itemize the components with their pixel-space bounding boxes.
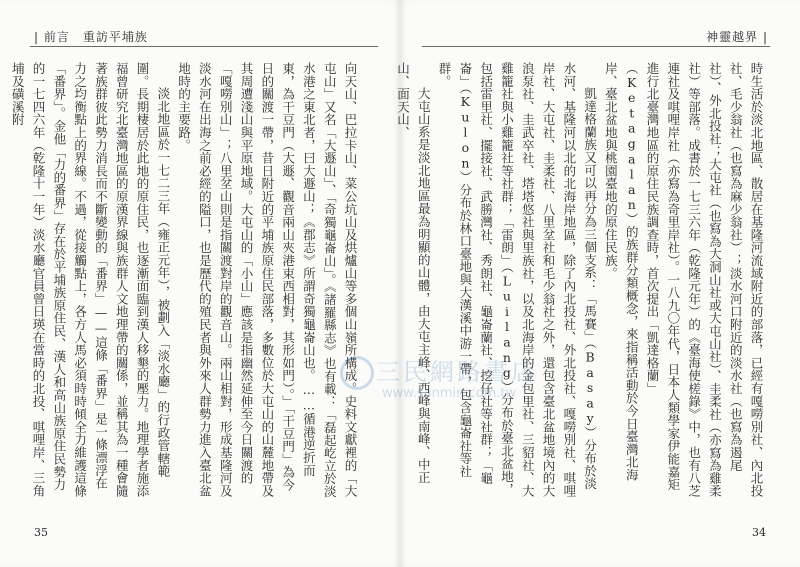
left-running-header: | 前言 重訪平埔族: [34, 30, 148, 44]
left-header-rule: [30, 46, 378, 47]
right-paragraph-3: 大屯山系是淡北地區最為明顯的山體，由大屯主峰、西峰與南峰、中正山、面天山、: [395, 62, 432, 484]
right-page-number: 34: [752, 526, 766, 539]
left-page-number: 35: [34, 526, 48, 539]
right-paragraph-1: 時生活於淡北地區、散居在基隆河流域附近的部落，已經有嘎嘮別社、內北投社、毛少翁社（也寫為麻少翁社）；淡水河口附近的淡水社（也寫為遏尾社）、外北投社；大屯社（也寫為大洞山社或大屯山社）、圭柔社（亦寫為雞柔社）等部落。成書於一七三六年（乾隆元年）的《臺海使槎錄》中，也有八芝連社及唭哩岸社（亦寫為奇里岸社）。一八九〇年代，日本人類學家伊能嘉矩進行北臺灣地區的原住民族調查時，首次提出「凱達格蘭」（Ketagalan）的族群分類概念，來指稱活動於今日臺灣北海岸、臺北盆地與桃園臺地的原住民族。: [603, 62, 764, 498]
left-paragraph-1: 向天山、巴拉卡山、菜公坑山及烘爐山等多個山嶺所構成。史料文獻裡的「大屯山」又名「大遯山」、「奇獨龜崙山」。《諸羅縣志》也有載：「磊起屹立於淡水港之東北者，曰大遯山；《郡志》所謂奇獨龜崙山也。……循港逆折而東，為干豆門（大遯、觀音兩山夾港束西相對，其形如門）。」「干豆門」為今日的關渡一帶，昔日附近的平埔族原住民部落，多數位於大屯山的山麓地帶及其周遭淺山與平原地域。大屯山的「小山」應該是指幽然延伸至今日關渡的「嘎嘮別山」；八里坌山則是指關渡對岸的觀音山。兩山相對，形成基隆河及淡水河在出海之前必經的隘口，也是歷代的殖民者與外來人群勢力進入臺北盆地時的主要路。: [176, 62, 358, 498]
watermark-url: www.sanmin.com.tw: [382, 386, 517, 401]
watermark-title: 三民網路書店: [376, 358, 538, 386]
left-paragraph-2: 淡北地區於一七二三年（雍正元年），被劃入「淡水廳」的行政管轄範圍。長期棲居於此地的原住民，也逐漸面臨到漢人移墾的壓力。地理學者施添福曾研究北臺灣地區的原漢界線與族群人文地理帶的關係，並稱其為一種會隨著族群彼此勢力消長而不斷變動的「番界」——這條「番界」是一條漂浮在力之均衡點上的界線。不過，從接觸點上，各方人馬必須時時傾全力維護這條「番界」。金他「力的番界」存在於平埔族原住民、漢人和高山族原住民勢力的一七四六年（乾隆十一年）淡水廳官員曾日瑛在當時的北投、唭哩岸、三角埔及磺溪附: [10, 62, 171, 498]
right-paragraph-2: 凱達格蘭族又可以再分為三個支系：「馬賽」（Basay）分布於淡水河、基隆河以北的北海岸地區，除了內北投社、外北投社、嘎嘮別社、唭哩岸社、大屯社、圭柔社、八里坌社和毛少翁社之外，還包含臺北盆地境內的大浪泵社、圭武卒社、塔塔悠社與里族社，以及北海岸的金包里社、三貂社、大雞籠社與小雞籠社等社群；「雷朗」（Luilang）分布於臺北盆地，包括雷里社、擺接社、武勝灣社、秀朗社、龜崙蘭社、挖仔社等社群；「龜崙」（Kulon）分布於林口臺地與大漢溪中游一帶，包含龜崙社等社群。: [437, 62, 598, 498]
right-page: [395, 0, 800, 567]
right-running-header: 神靈越界 |: [706, 30, 768, 44]
right-body-text: [395, 62, 766, 502]
left-body-text: [10, 62, 360, 502]
right-header-rule: [422, 46, 770, 47]
